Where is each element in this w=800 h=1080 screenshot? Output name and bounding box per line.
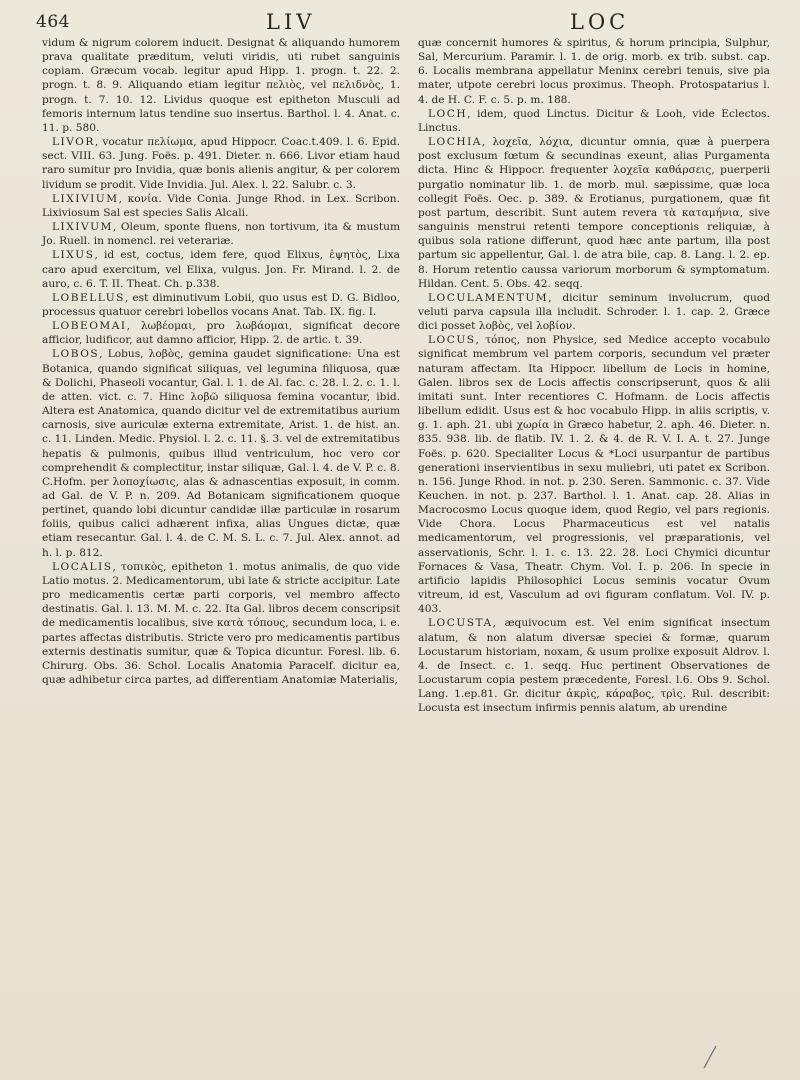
entry-headword: LOCH [428, 107, 468, 120]
entry-headword: LOBOS [52, 348, 100, 361]
entry-headword: LOBELLUS [52, 291, 125, 304]
dictionary-entry [42, 36, 400, 135]
entry-text: λωβέομαι, pro λωβάομαι, significat decore afficior, ludificor, aut damno afficior, Hipp. 2. de artic. t. 39. [42, 320, 400, 347]
dictionary-entry: LOCHIA, λοχεῖα, λόχια, dicuntur omnia, quæ à puerpera post exclusum fœtum & secundinas exeunt, alias Purgamenta dicta. Hinc & Hippocr. frequenter λοχεῖα καθάρσεις, puerperii purgatio nominatur lib. 1. de morb. mul. sæpissime, quæ loca collegit Foës. Oec. p. 389. & Erotianus, purgationem, quæ fit post partum, describit. Sunt autem revera τὰ καταμήνια, sive sanguinis menstrui retenti tempore conceptionis reliquiæ, à quibus sola ratione differunt, quod hæc ante partum, illa post partum sic appellentur, Gal. l. de atra bile, cap. 8. Lang. l. 2. ep. 8. Horum retentio caussa variorum morborum & symptomatum. Hildan. Cent. 5. Obs. 42. seqq. [418, 136, 770, 290]
entry-text: idem, quod Linctus. Dicitur & Looh, vide Eclectos. Linctus. [418, 107, 770, 134]
entry-headword: LOCHIA [428, 136, 482, 149]
entry-text: τοπικὸς, epitheton 1. motus animalis, de quo vide Latio motus. 2. Medicamentorum, ubi late & stricte accipitur. Late pro medicamentis certæ parti corporis, vel membro affecto destinatis. Gal. l. 13. M. M. c. 22. Ita Gal. libros decem conscripsit de medicamentis localibus, sive κατὰ τόπους, secundum loca, i. e. partes affectas distributis. Stricte vero pro medicamentis partibus externis destinatis sumitur, quæ & Topica dicuntur. Foresl. lib. 6. Chirurg. Obs. 36. Schol. Localis Anatomia Paracelf. dicitur ea, quæ adhibetur circa partes, ad differentiam Anatomiæ Materialis, [42, 560, 400, 687]
entry-text: vidum & nigrum colorem inducit. Designat & aliquando humorem prava qualitate præditum, veluti viridis, uti rubet sanguinis copiam. Græcum vocab. legitur apud Hipp. 1. progn. t. 22. 2. progn. t. 8. 9. Aliquando etiam legitur πελιὸς, vel πελιδνὸς, 1. progn. t. 7. 10. 12. Lividus quoque est epitheton Musculi ad femoris internum latus tendine suo insertus. Barthol. l. 4. Anat. c. 11. p. 580. [42, 37, 400, 134]
entry-headword: LIXIVIUM [52, 192, 119, 205]
entry-text: τόπος, non Physice, sed Medice accepto vocabulo significat membrum vel partem corporis, secundum vel præter naturam affectam. Ita Hippocr. libellum de Locis in homine, Galen. libros sex de Locis affectis conscripserunt, quos & alii imitati sunt. Inter recentiores C. Hofmann. de Locis affectis libellum edidit. Usus est & hoc vocabulo Hipp. in aliis scriptis, v. g. 1. aph. 21. ubi χωρία in Græco habetur, 2. aph. 46. Dieter. n. 835. 938. lib. de flatib. IV. 1. 2. & 4. de R. V. I. A. t. 27. Junge Foës. p. 620. Specialiter Locus & *Loci usurpantur de partibus generationi inservientibus in sexu muliebri, uti patet ex Scribon. n. 156. Junge Rhod. in not. p. 230. Seren. Sammonic. c. 37. Vide Keuchen. in not. p. 237. Barthol. l. 1. Anat. cap. 28. Alias in Macrocosmo Locus quoque idem, quod Regio, vel pars regionis. Vide Chora. Locus Pharmaceuticus est vel natalis medicamentorum, vel progressionis, vel præparationis, vel asservationis, Schr. l. 1. c. 13. 22. 28. Loci Chymici dicuntur Fornaces & Vasa, Theatr. Chym. Vol. I. p. 206. In specie in artificio lapidis Philosophici Locus seminis vocatur Ovum vitreum, id est, Vasculum ad ovi figuram conflatum. Vol. IV. p. 403. [418, 334, 770, 616]
dictionary-entry [418, 36, 770, 107]
dictionary-entry: LIXIVUM, Oleum, sponte fluens, non tortivum, ita & mustum Jo. Ruell. in nomencl. rei veterariæ. [42, 221, 400, 248]
right-column [418, 36, 770, 716]
left-column [42, 36, 400, 687]
entry-text: quæ concernit humores & spiritus, & horum principia, Sulphur, Sal, Mercurium. Paramir. l. 1. de orig. morb. ex trib. subst. cap. 6. Localis membrana appellatur Meninx cerebri tenuis, sive pia mater, utpote cerebri locus proximus. Theoph. Protospatarius l. 4. de H. C. F. c. 5. p. m. 188. [418, 37, 770, 106]
page-number: 464 [36, 12, 70, 32]
entry-text: κονία. Vide Conia. Junge Rhod. in Lex. Scribon. Lixiviosum Sal est species Salis Alcali. [42, 192, 400, 219]
entry-text: λοχεῖα, λόχια, dicuntur omnia, quæ à puerpera post exclusum fœtum & secundinas exeunt, alias Purgamenta dicta. Hinc & Hippocr. frequenter λοχεῖα καθάρσεις, puerperii purgatio nominatur lib. 1. de morb. mul. sæpissime, quæ loca collegit Foës. Oec. p. 389. & Erotianus, purgationem, quæ fit post partum, describit. Sunt autem revera τὰ καταμήνια, sive sanguinis menstrui retenti tempore conceptionis reliquiæ, à quibus sola ratione differunt, quod hæc ante partum, illa post partum sic appellentur, Gal. l. de atra bile, cap. 8. Lang. l. 2. ep. 8. Horum retentio caussa variorum morborum & symptomatum. Hildan. Cent. 5. Obs. 42. seqq. [418, 136, 770, 290]
entry-text: id est, coctus, idem fere, quod Elixus, ἑψητὸς, Lixa caro apud exercitum, vel Elixa, vulgus. Jon. Fr. Mirand. l. 2. de auro, c. 6. T. II. Theat. Ch. p.338. [42, 249, 400, 290]
dictionary-entry: LOCH, idem, quod Linctus. Dicitur & Looh, vide Eclectos. Linctus. [418, 107, 770, 134]
entry-text: vocatur πελίωμα, apud Hippocr. Coac.t.409. l. 6. Epid. sect. VIII. 63. Jung. Foës. p. 491. Dieter. n. 666. Livor etiam haud raro sumitur pro Invidia, quæ bonis alienis angitur, & per colorem lividum se prodit. Vide Invidia. Jul. Alex. l. 22. Salubr. c. 3. [42, 136, 400, 191]
dictionary-entry: LOCALIS, τοπικὸς, epitheton 1. motus animalis, de quo vide Latio motus. 2. Medicamentorum, ubi late & stricte accipitur. Late pro medicamentis certæ parti corporis, vel membro affecto destinatis. Gal. l. 13. M. M. c. 22. Ita Gal. libros decem conscripsit de medicamentis localibus, sive κατὰ τόπους, secundum loca, i. e. partes affectas distributis. Stricte vero pro medicamentis partibus externis destinatis sumitur, quæ & Topica dicuntur. Foresl. lib. 6. Chirurg. Obs. 36. Schol. Localis Anatomia Paracelf. dicitur ea, quæ adhibetur circa partes, ad differentiam Anatomiæ Materialis, [42, 560, 400, 687]
dictionary-entry: LOBOS, Lobus, λοβὸς, gemina gaudet significatione: Una est Botanica, quando significat siliquas, vel legumina filiquosa, quæ & Dolichi, Phaseoli vocantur, Gal. l. 1. de Al. fac. c. 28. l. 2. c. 1. l. de atten. vict. c. 7. Hinc λοβῶ siliquosa femina vocantur, ibid. Altera est Anatomica, quando dicitur vel de extremitatibus aurium carnosis, sive auriculæ externa extremitate, Arist. 1. de hist. an. c. 11. Linden. Medic. Physiol. l. 2. c. 11. §. 3. vel de extremitatibus hepatis & pulmonis, quibus illud ventriculum, hoc vero cor comprehendit & complectitur, instar siliquæ, Gal. l. 4. de V. P. c. 8. C.Hofm. per λοποχίωσις, alas & adnascentias exposuit, in comm. ad Gal. de V. P. n. 209. Ad Botanicam significationem quoque pertinet, quando lobi dicuntur candidæ illæ particulæ in rosarum foliis, quibus calici adhærent infixa, alias Ungues dictæ, quæ etiam resecantur. Gal. l. 4. de C. M. S. L. c. 7. Jul. Alex. annot. ad h. l. p. 812. [42, 348, 400, 559]
entry-text: dicitur seminum involucrum, quod veluti parva capsula illa includit. Schroder. l. 1. cap. 2. Græce dici posset λοβὸς, vel λοβίον. [418, 291, 770, 333]
dictionary-entry: LIXUS, id est, coctus, idem fere, quod Elixus, ἑψητὸς, Lixa caro apud exercitum, vel Elixa, vulgus. Jon. Fr. Mirand. l. 2. de auro, c. 6. T. II. Theat. Ch. p.338. [42, 249, 400, 290]
entry-headword: LOCUS [428, 334, 476, 347]
page-header [36, 8, 770, 34]
pencil-mark [700, 1040, 724, 1070]
entry-headword: LIXUS [52, 249, 95, 262]
dictionary-entry: LOBELLUS, est diminutivum Lobii, quo usus est D. G. Bidloo, processus quatuor cerebri lobellos vocans Anat. Tab. IX. fig. I. [42, 291, 400, 318]
entry-text: est diminutivum Lobii, quo usus est D. G. Bidloo, processus quatuor cerebri lobellos vocans Anat. Tab. IX. fig. I. [42, 291, 400, 318]
dictionary-entry: LOBEOMAI, λωβέομαι, pro λωβάομαι, significat decore afficior, ludificor, aut damno afficior, Hipp. 2. de artic. t. 39. [42, 320, 400, 347]
dictionary-entry: LOCUSTA, æquivocum est. Vel enim significat insectum alatum, & non alatum diversæ speciei & formæ, quarum Locustarum historiam, noxam, & usum prolixe exposuit Aldrov. l. 4. de Insect. c. 1. seqq. Huc pertinent Observationes de Locustarum copia pestem præcedente, Foresl. l.6. Obs 9. Schol. Lang. 1.ep.81. Gr. dicitur ἀκρὶς, κάραβος, τρὶς. Rul. describit: Locusta est insectum infirmis pennis alatum, ab urendine [418, 617, 770, 715]
entry-headword: LOCUSTA [428, 617, 493, 630]
entry-headword: LOCULAMENTUM [428, 291, 549, 304]
dictionary-entry: LIVOR, vocatur πελίωμα, apud Hippocr. Coac.t.409. l. 6. Epid. sect. VIII. 63. Jung. Foës. p. 491. Dieter. n. 666. Livor etiam haud raro sumitur pro Invidia, quæ bonis alienis angitur, & per colorem lividum se prodit. Vide Invidia. Jul. Alex. l. 22. Salubr. c. 3. [42, 136, 400, 191]
dictionary-entry: LOCUS, τόπος, non Physice, sed Medice accepto vocabulo significat membrum vel partem corporis, secundum vel præter naturam affectam. Ita Hippocr. libellum de Locis in homine, Galen. libros sex de Locis affectis conscripserunt, quos & alii imitati sunt. Inter recentiores C. Hofmann. de Locis affectis libellum edidit. Usus est & hoc vocabulo Hipp. in aliis scriptis, v. g. 1. aph. 21. ubi χωρία in Græco habetur, 2. aph. 46. Dieter. n. 835. 938. lib. de flatib. IV. 1. 2. & 4. de R. V. I. A. t. 27. Junge Foës. p. 620. Specialiter Locus & *Loci usurpantur de partibus generationi inservientibus in sexu muliebri, uti patet ex Scribon. n. 156. Junge Rhod. in not. p. 230. Seren. Sammonic. c. 37. Vide Keuchen. in not. p. 237. Barthol. l. 1. Anat. cap. 28. Alias in Macrocosmo Locus quoque idem, quod Regio, vel pars regionis. Vide Chora. Locus Pharmaceuticus est vel natalis medicamentorum, vel progressionis, vel præparationis, vel asservationis, Schr. l. 1. c. 13. 22. 28. Loci Chymici dicuntur Fornaces & Vasa, Theatr. Chym. Vol. I. p. 206. In specie in artificio lapidis Philosophici Locus seminis vocatur Ovum vitreum, id est, Vasculum ad ovi figuram conflatum. Vol. IV. p. 403. [418, 334, 770, 616]
entry-headword: LIVOR [52, 136, 95, 149]
dictionary-entry: LIXIVIUM, κονία. Vide Conia. Junge Rhod. in Lex. Scribon. Lixiviosum Sal est species Salis Alcali. [42, 192, 400, 219]
entry-text: æquivocum est. Vel enim significat insectum alatum, & non alatum diversæ speciei & formæ, quarum Locustarum historiam, noxam, & usum prolixe exposuit Aldrov. l. 4. de Insect. c. 1. seqq. Huc pertinent Observationes de Locustarum copia pestem præcedente, Foresl. l.6. Obs 9. Schol. Lang. 1.ep.81. Gr. dicitur ἀκρὶς, κάραβος, τρὶς. Rul. describit: Locusta est insectum infirmis pennis alatum, ab urendine [418, 617, 770, 715]
running-head-right: LOC [570, 10, 630, 34]
running-head-left: LIV [266, 10, 316, 34]
entry-headword: LOCALIS [52, 560, 113, 573]
dictionary-entry: LOCULAMENTUM, dicitur seminum involucrum, quod veluti parva capsula illa includit. Schroder. l. 1. cap. 2. Græce dici posset λοβὸς, vel λοβίον. [418, 291, 770, 333]
entry-headword: LOBEOMAI [52, 320, 127, 333]
entry-headword: LIXIVUM [52, 221, 113, 234]
entry-text: Lobus, λοβὸς, gemina gaudet significatione: Una est Botanica, quando significat siliquas, vel legumina filiquosa, quæ & Dolichi, Phaseoli vocantur, Gal. l. 1. de Al. fac. c. 28. l. 2. c. 1. l. de atten. vict. c. 7. Hinc λοβῶ siliquosa femina vocantur, ibid. Altera est Anatomica, quando dicitur vel de extremitatibus aurium carnosis, sive auriculæ externa extremitate, Arist. 1. de hist. an. c. 11. Linden. Medic. Physiol. l. 2. c. 11. §. 3. vel de extremitatibus hepatis & pulmonis, quibus illud ventriculum, hoc vero cor comprehendit & complectitur, instar siliquæ, Gal. l. 4. de V. P. c. 8. C.Hofm. per λοποχίωσις, alas & adnascentias exposuit, in comm. ad Gal. de V. P. n. 209. Ad Botanicam significationem quoque pertinet, quando lobi dicuntur candidæ illæ particulæ in rosarum foliis, quibus calici adhærent infixa, alias Ungues dictæ, quæ etiam resecantur. Gal. l. 4. de C. M. S. L. c. 7. Jul. Alex. annot. ad h. l. p. 812. [42, 348, 400, 559]
entry-text: Oleum, sponte fluens, non tortivum, ita & mustum Jo. Ruell. in nomencl. rei veterariæ. [42, 221, 400, 248]
